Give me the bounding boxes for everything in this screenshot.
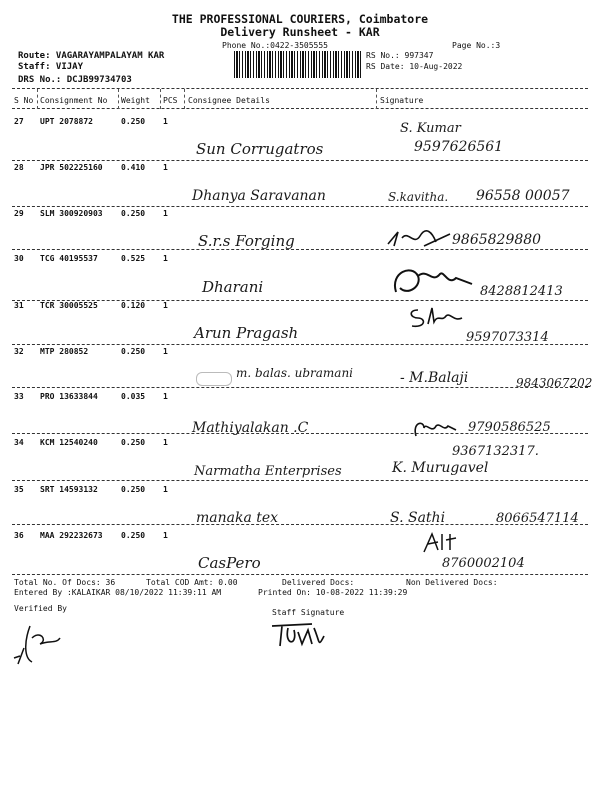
row-consignee: Narmatha Enterprises [194, 464, 342, 479]
row-divider [12, 300, 588, 301]
row-phone: 8428812413 [480, 284, 563, 299]
document-title: Delivery Runsheet - KAR [220, 25, 380, 39]
row-sno: 34 [14, 438, 24, 447]
signature-scrawl [384, 228, 454, 250]
row-pcs: 1 [163, 485, 168, 494]
row-pcs: 1 [163, 117, 168, 126]
signature-scrawl [420, 530, 460, 556]
col-divider [184, 89, 185, 109]
row-consignment: MTP 280852 [40, 347, 89, 356]
row-consignment: JPR 502225160 [40, 163, 103, 172]
row-consignment: TCG 40195537 [40, 254, 98, 263]
row-signature: S. Sathi [390, 510, 446, 526]
non-delivered-docs: Non Delivered Docs: [406, 578, 498, 587]
row-phone: 8760002104 [442, 556, 525, 571]
total-docs: Total No. Of Docs: 36 [14, 578, 116, 587]
row-weight: 0.250 [121, 485, 146, 494]
row-divider [12, 206, 588, 207]
row-weight: 0.250 [121, 117, 146, 126]
row-sno: 28 [14, 163, 24, 172]
row-weight: 0.250 [121, 531, 146, 540]
staff-signature-mark [268, 618, 328, 650]
col-header-weight: Weight [121, 96, 150, 105]
row-consignment: KCM 12540240 [40, 438, 98, 447]
barcode-image [234, 51, 362, 78]
route-label: Route: VAGARAYAMPALAYAM KAR [18, 51, 165, 61]
row-divider [12, 344, 588, 345]
row-weight: 0.035 [121, 392, 146, 401]
row-divider [12, 574, 588, 575]
row-signature: S. Kumar [400, 121, 461, 136]
row-pcs: 1 [163, 392, 168, 401]
verifier-signature [10, 618, 66, 670]
row-pcs: 1 [163, 438, 168, 447]
row-sno: 32 [14, 347, 24, 356]
row-sno: 33 [14, 392, 24, 401]
row-phone: 9597626561 [414, 139, 504, 155]
row-consignment: PRO 13633844 [40, 392, 98, 401]
col-header-consignment: Consignment No [40, 96, 108, 105]
drs-number: DRS No.: DCJB99734703 [18, 75, 132, 85]
row-weight: 0.525 [121, 254, 146, 263]
col-header-consignee: Consignee Details [188, 96, 270, 105]
rs-number: RS No.: 997347 [366, 51, 434, 60]
col-header-pcs: PCS [163, 96, 178, 105]
row-pcs: 1 [163, 347, 168, 356]
row-consignee: Dharani [202, 278, 264, 296]
col-divider [376, 89, 377, 109]
printed-on: Printed On: 10-08-2022 11:39:29 [258, 588, 408, 597]
row-consignee: S.r.s Forging [198, 232, 295, 250]
page-number: Page No.:3 [452, 41, 501, 50]
signature-scrawl [406, 304, 466, 330]
verified-by-label: Verified By [14, 604, 67, 613]
rs-date: RS Date: 10-Aug-2022 [366, 62, 463, 71]
row-phone: 8066547114 [496, 511, 579, 526]
row-sno: 36 [14, 531, 24, 540]
row-divider [12, 387, 588, 388]
col-divider [118, 89, 119, 109]
row-consignee: CasPero [198, 554, 261, 572]
stamp-smudge [196, 372, 232, 386]
row-sno: 31 [14, 301, 24, 310]
row-phone: 9843067202 [516, 376, 593, 390]
row-pcs: 1 [163, 163, 168, 172]
row-signature: K. Murugavel [392, 460, 489, 476]
row-sno: 27 [14, 117, 24, 126]
row-weight: 0.250 [121, 438, 146, 447]
signature-scrawl [410, 418, 460, 440]
col-header-signature: Signature [380, 96, 424, 105]
row-sno: 35 [14, 485, 24, 494]
row-pcs: 1 [163, 209, 168, 218]
row-weight: 0.120 [121, 301, 146, 310]
row-sno: 29 [14, 209, 24, 218]
row-signature: S.kavitha. [388, 190, 449, 204]
header-divider-top [12, 88, 588, 89]
col-divider [37, 89, 38, 109]
phone-number: Phone No.:0422-3505555 [222, 41, 328, 50]
row-weight: 0.410 [121, 163, 146, 172]
col-divider [160, 89, 161, 109]
entered-by: Entered By :KALAIKAR 08/10/2022 11:39:11 AM [14, 588, 222, 597]
row-phone: 9367132317. [452, 444, 539, 459]
row-pcs: 1 [163, 254, 168, 263]
staff-signature-label: Staff Signature [272, 608, 345, 617]
row-consignee: m. balas. ubramani [236, 366, 354, 380]
row-phone: 9790586525 [468, 420, 551, 435]
row-divider [12, 433, 588, 434]
header-divider-bottom [12, 108, 588, 109]
row-consignee: manaka tex [196, 510, 279, 526]
row-signature: - M.Balaji [400, 370, 469, 386]
row-divider [12, 524, 588, 525]
total-cod: Total COD Amt: 0.00 [146, 578, 238, 587]
row-divider [12, 249, 588, 250]
row-divider [12, 160, 588, 161]
row-consignment: SLM 300920903 [40, 209, 103, 218]
delivered-docs: Delivered Docs: [282, 578, 355, 587]
col-header-sno: S No [14, 96, 34, 105]
signature-scrawl [388, 262, 478, 300]
company-name: THE PROFESSIONAL COURIERS, Coimbatore [171, 12, 429, 26]
row-consignment: MAA 292232673 [40, 531, 103, 540]
row-phone: 9865829880 [452, 232, 542, 248]
row-weight: 0.250 [121, 209, 146, 218]
row-weight: 0.250 [121, 347, 146, 356]
row-consignment: UPT 2078872 [40, 117, 93, 126]
row-phone: 96558 00057 [476, 188, 570, 204]
row-consignee: Dhanya Saravanan [192, 188, 326, 204]
row-consignee: Mathiyalakan .C [192, 420, 309, 436]
row-consignment: SRT 14593132 [40, 485, 98, 494]
row-pcs: 1 [163, 531, 168, 540]
row-consignee: Arun Pragash [194, 324, 299, 342]
row-phone: 9597073314 [466, 330, 549, 345]
row-consignee: Sun Corrugatros [196, 140, 324, 158]
row-pcs: 1 [163, 301, 168, 310]
row-consignment: TCR 30005525 [40, 301, 98, 310]
row-divider [12, 480, 588, 481]
staff-label: Staff: VIJAY [18, 62, 84, 72]
row-sno: 30 [14, 254, 24, 263]
